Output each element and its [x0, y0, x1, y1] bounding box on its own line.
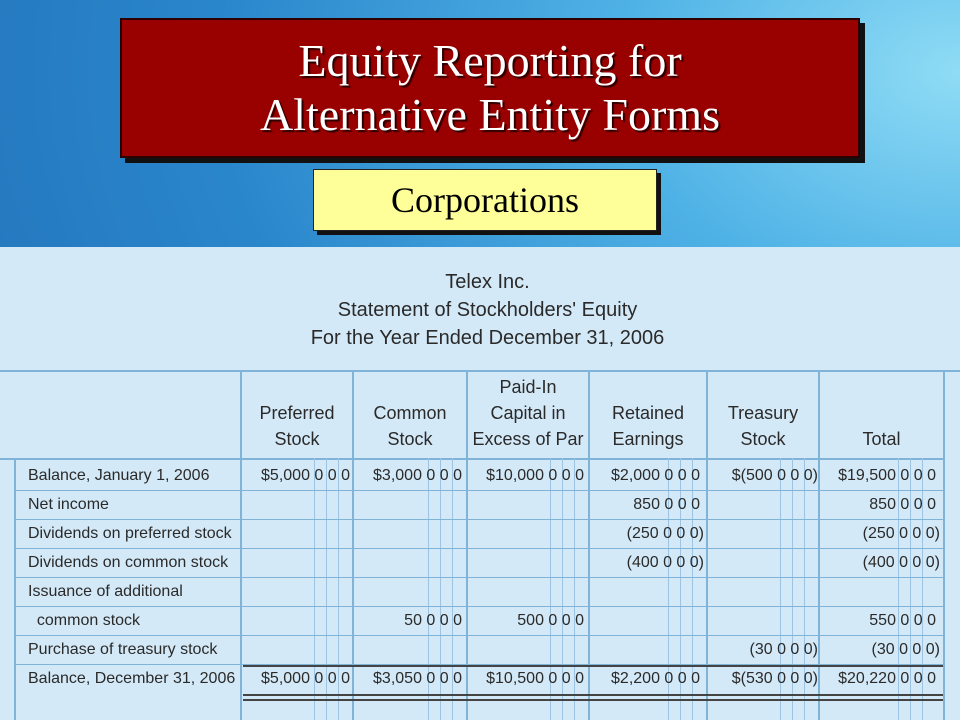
table-cell: $3,000 0 0 0: [373, 467, 462, 484]
double-rule-top: [243, 694, 943, 696]
column-header-preferred-stock: [242, 372, 352, 452]
row-label-net-income: Net income: [28, 496, 109, 513]
table-cell: $10,000 0 0 0: [486, 467, 584, 484]
column-header-line: Total: [862, 429, 901, 449]
table-cell: $5,000 0 0 0: [261, 467, 350, 484]
column-header-retained-earnings: [590, 372, 706, 452]
slide-subtitle: Corporations: [391, 180, 579, 220]
row-label-balance-jan: Balance, January 1, 2006: [28, 467, 210, 484]
table-cell: (400 0 0 0): [862, 554, 940, 571]
row-label-issuance: Issuance of additional: [28, 583, 183, 600]
column-header-line: Retained: [611, 403, 685, 423]
row-rule: [14, 519, 945, 520]
table-cell: 550 0 0 0: [869, 612, 936, 629]
row-rule: [14, 606, 945, 607]
slide-subtitle-box: [313, 169, 657, 231]
row-rule: [14, 490, 945, 491]
total-rule: [243, 665, 943, 667]
slide-title-line-1: Equity Reporting for: [298, 35, 682, 86]
column-header-treasury-stock: [708, 372, 818, 452]
row-rule: [14, 577, 945, 578]
column-header-line: Treasury: [727, 403, 799, 423]
column-header-line: Stock: [274, 429, 320, 449]
column-header-line: Preferred: [259, 403, 335, 423]
table-cell: 50 0 0 0: [404, 612, 462, 629]
row-label-dividends-common: Dividends on common stock: [28, 554, 229, 571]
column-header-line: Stock: [740, 429, 786, 449]
row-label-treasury-purchase: Purchase of treasury stock: [28, 641, 218, 658]
column-header-line: Common: [373, 403, 447, 423]
column-header-paid-in-capital: [468, 372, 588, 452]
row-label-dividends-preferred: Dividends on preferred stock: [28, 525, 232, 542]
row-rule: [14, 548, 945, 549]
table-cell: $19,500 0 0 0: [838, 467, 936, 484]
table-cell: 850 0 0 0: [869, 496, 936, 513]
col-divider-7: [943, 372, 945, 720]
table-cell: $2,000 0 0 0: [611, 467, 700, 484]
slide-title-box: [120, 18, 860, 158]
table-cell: (250 0 0 0): [862, 525, 940, 542]
column-header-common-stock: [354, 372, 466, 452]
slide-title-line-2: Alternative Entity Forms: [260, 89, 720, 140]
row-label-common-stock: common stock: [28, 612, 141, 629]
double-rule-bottom: [243, 699, 943, 701]
row-label-balance-dec: Balance, December 31, 2006: [28, 670, 236, 687]
column-header-line: Capital in: [490, 403, 566, 423]
table-cell: $2,200 0 0 0: [611, 670, 700, 687]
table-cell: $(500 0 0 0): [731, 467, 818, 484]
column-header-line: Stock: [387, 429, 433, 449]
table-cell: $5,000 0 0 0: [261, 670, 350, 687]
table-cell: (30 0 0 0): [871, 641, 940, 658]
table-cell: $3,050 0 0 0: [373, 670, 462, 687]
table-cell: $(530 0 0 0): [731, 670, 818, 687]
column-header-line: Paid-In: [499, 377, 557, 397]
table-cell: $20,220 0 0 0: [838, 670, 936, 687]
table-cell: $10,500 0 0 0: [486, 670, 584, 687]
column-header-line: Earnings: [612, 429, 684, 449]
column-header-total: [820, 372, 943, 452]
company-name: Telex Inc.: [445, 271, 530, 293]
table-cell: 500 0 0 0: [517, 612, 584, 629]
statement-name: Statement of Stockholders' Equity: [337, 299, 638, 321]
table-cell: (30 0 0 0): [749, 641, 818, 658]
statement-heading: [0, 268, 960, 352]
statement-period: For the Year Ended December 31, 2006: [310, 327, 665, 349]
table-cell: (250 0 0 0): [626, 525, 704, 542]
column-header-line: Excess of Par: [472, 429, 584, 449]
label-left-border: [14, 458, 16, 720]
row-rule: [14, 635, 945, 636]
table-cell: (400 0 0 0): [626, 554, 704, 571]
table-cell: 850 0 0 0: [633, 496, 700, 513]
